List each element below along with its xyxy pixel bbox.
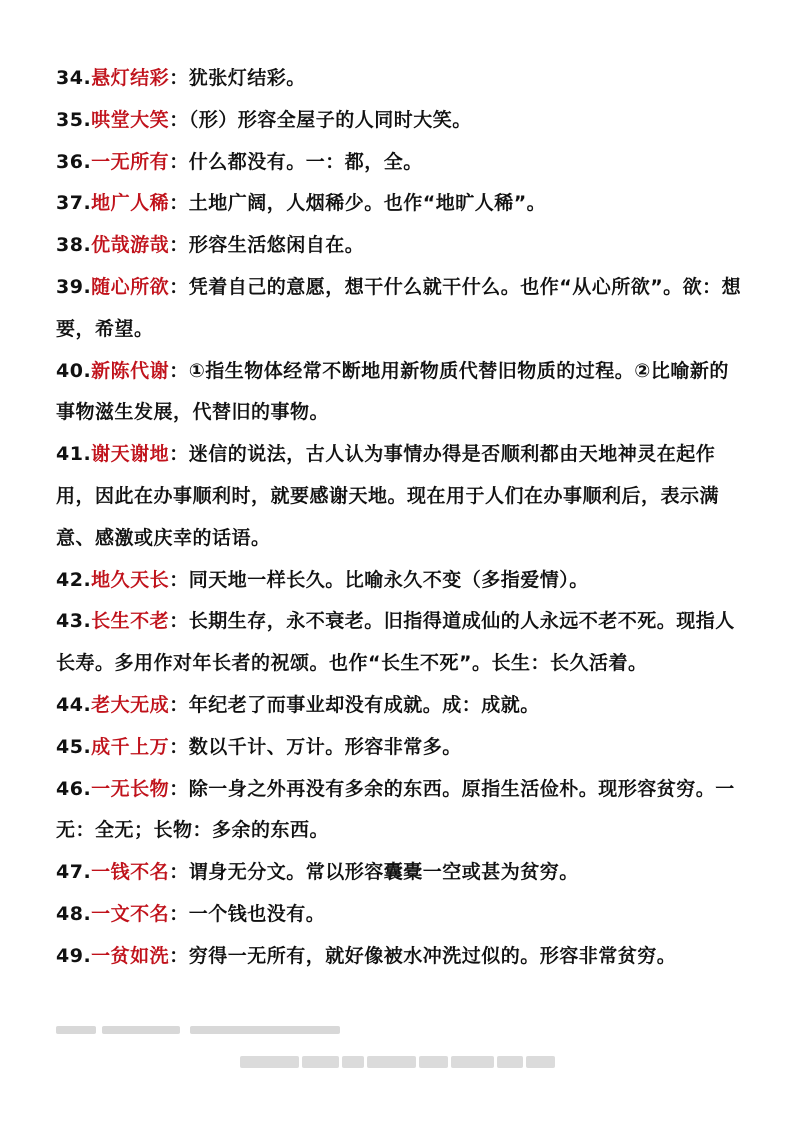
entry-colon: ： bbox=[169, 777, 189, 800]
idiom-entry bbox=[56, 936, 746, 978]
entry-number: 37. bbox=[56, 192, 92, 215]
entry-colon: ： bbox=[169, 234, 189, 257]
idiom-term: 成千上万 bbox=[91, 735, 170, 758]
entry-number: 46. bbox=[56, 777, 92, 800]
idiom-term: 谢天谢地 bbox=[91, 443, 170, 466]
idiom-term: 随心所欲 bbox=[91, 275, 170, 298]
idiom-term: 老大无成 bbox=[91, 693, 170, 716]
idiom-term: 新陈代谢 bbox=[91, 359, 170, 382]
entry-number: 39. bbox=[56, 275, 92, 298]
idiom-definition: 数以千计、万计。形容非常多。 bbox=[188, 735, 462, 758]
entry-number: 45. bbox=[56, 735, 92, 758]
idiom-definition: 谓身无分文。常以形容囊橐一空或甚为贫穷。 bbox=[188, 861, 579, 884]
idiom-definition: 年纪老了而事业却没有成就。成：成就。 bbox=[188, 693, 540, 716]
idiom-definition: 除一身之外再没有多余的东西。原指生活俭朴。现形容贫穷。一无：全无；长物：多余的东西。 bbox=[56, 777, 735, 842]
entry-colon: ： bbox=[169, 568, 189, 591]
idiom-entry bbox=[56, 685, 746, 727]
idiom-definition: 一个钱也没有。 bbox=[188, 902, 326, 925]
idiom-entry bbox=[56, 267, 746, 351]
idiom-definition: 土地广阔，人烟稀少。也作“地旷人稀”。 bbox=[188, 192, 547, 215]
idiom-entry bbox=[56, 100, 746, 142]
cut-off-line bbox=[56, 1020, 376, 1034]
idiom-entry bbox=[56, 769, 746, 853]
idiom-list bbox=[56, 58, 746, 978]
entry-number: 34. bbox=[56, 67, 92, 89]
idiom-term: 一无所有 bbox=[91, 150, 170, 173]
idiom-definition: 凭着自己的意愿，想干什么就干什么。也作“从心所欲”。欲：想要，希望。 bbox=[56, 275, 742, 340]
idiom-term: 悬灯结彩 bbox=[91, 67, 170, 89]
idiom-term: 哄堂大笑 bbox=[91, 108, 170, 131]
idiom-entry bbox=[56, 183, 746, 225]
idiom-entry bbox=[56, 852, 746, 894]
entry-number: 48. bbox=[56, 902, 92, 925]
idiom-term: 一贫如洗 bbox=[91, 944, 170, 967]
entry-colon: ： bbox=[169, 902, 189, 925]
entry-colon: ： bbox=[169, 944, 189, 967]
idiom-entry bbox=[56, 727, 746, 769]
entry-number: 47. bbox=[56, 861, 92, 884]
idiom-term: 优哉游哉 bbox=[91, 234, 170, 257]
idiom-entry bbox=[56, 142, 746, 184]
idiom-term: 一无长物 bbox=[91, 777, 170, 800]
entry-colon: ： bbox=[169, 275, 189, 298]
blurred-watermark bbox=[240, 1055, 555, 1069]
idiom-term: 长生不老 bbox=[91, 610, 170, 633]
idiom-definition: 犹张灯结彩。 bbox=[188, 67, 306, 89]
entry-colon: ： bbox=[169, 108, 189, 131]
entry-number: 40. bbox=[56, 359, 92, 382]
entry-colon: ： bbox=[169, 359, 189, 382]
idiom-term: 一文不名 bbox=[91, 902, 170, 925]
idiom-entry bbox=[56, 351, 746, 435]
idiom-entry bbox=[56, 434, 746, 559]
idiom-definition: 什么都没有。一：都，全。 bbox=[188, 150, 423, 173]
idiom-definition: 长期生存，永不衰老。旧指得道成仙的人永远不老不死。现指人长寿。多用作对年长者的祝颂。也作“长生不死”。长生：长久活着。 bbox=[56, 610, 735, 675]
entry-colon: ： bbox=[169, 192, 189, 215]
entry-colon: ： bbox=[169, 610, 189, 633]
idiom-entry bbox=[56, 225, 746, 267]
idiom-definition: （形）形容全屋子的人同时大笑。 bbox=[188, 108, 472, 131]
idiom-definition: 形容生活悠闲自在。 bbox=[188, 234, 365, 257]
idiom-definition: 迷信的说法，古人认为事情办得是否顺利都由天地神灵在起作用，因此在办事顺利时，就要感谢天地。现在用于人们在办事顺利后，表示满意、感激或庆幸的话语。 bbox=[56, 443, 720, 549]
entry-number: 42. bbox=[56, 568, 92, 591]
idiom-definition: ①指生物体经常不断地用新物质代替旧物质的过程。②比喻新的事物滋生发展，代替旧的事物。 bbox=[56, 359, 729, 424]
entry-colon: ： bbox=[169, 67, 189, 89]
idiom-term: 地广人稀 bbox=[91, 192, 170, 215]
entry-colon: ： bbox=[169, 443, 189, 466]
entry-number: 35. bbox=[56, 108, 92, 131]
entry-number: 36. bbox=[56, 150, 92, 173]
idiom-definition: 穷得一无所有，就好像被水冲洗过似的。形容非常贫穷。 bbox=[188, 944, 677, 967]
entry-number: 49. bbox=[56, 944, 92, 967]
idiom-entry bbox=[56, 560, 746, 602]
idiom-entry bbox=[56, 894, 746, 936]
idiom-term: 地久天长 bbox=[91, 568, 170, 591]
entry-number: 38. bbox=[56, 234, 92, 257]
entry-number: 43. bbox=[56, 610, 92, 633]
idiom-entry bbox=[56, 58, 746, 100]
entry-colon: ： bbox=[169, 150, 189, 173]
entry-colon: ： bbox=[169, 861, 189, 884]
idiom-entry bbox=[56, 601, 746, 685]
entry-colon: ： bbox=[169, 693, 189, 716]
entry-colon: ： bbox=[169, 735, 189, 758]
entry-number: 41. bbox=[56, 443, 92, 466]
entry-number: 44. bbox=[56, 693, 92, 716]
idiom-definition: 同天地一样长久。比喻永久不变（多指爱情）。 bbox=[188, 568, 589, 591]
idiom-term: 一钱不名 bbox=[91, 861, 170, 884]
